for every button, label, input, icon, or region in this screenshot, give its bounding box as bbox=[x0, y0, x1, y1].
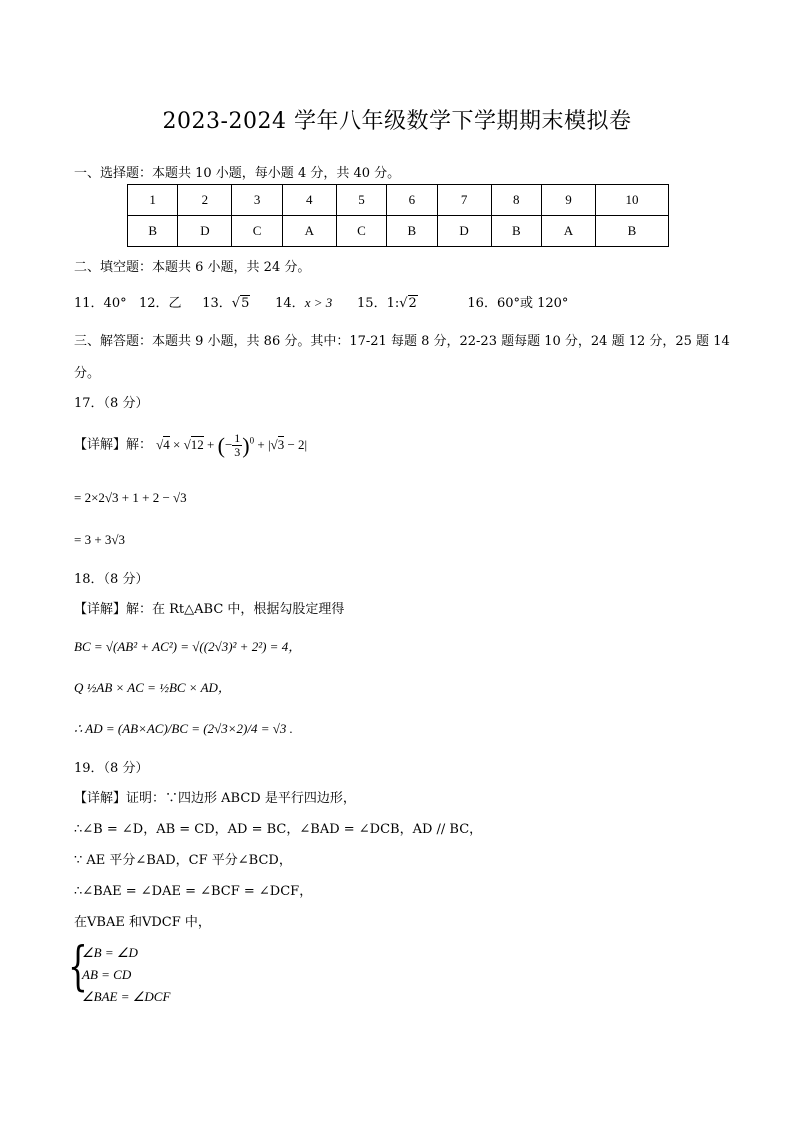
cell-answer: B bbox=[491, 216, 541, 247]
system-eq1: ∠B = ∠D bbox=[82, 945, 138, 960]
fill-answers bbox=[74, 292, 568, 311]
q17-detail-line bbox=[74, 432, 307, 459]
section2-heading: 二、填空题：本题共 6 小题，共 24 分。 bbox=[74, 260, 311, 275]
answer-14-expr: x > 3 bbox=[304, 295, 333, 310]
q18-detail: 【详解】解：在 Rt△ABC 中，根据勾股定理得 bbox=[74, 602, 345, 617]
sqrt-5: √5 bbox=[231, 296, 250, 311]
system-eq3: ∠BAE = ∠DCF bbox=[82, 989, 171, 1004]
q17-step1: = 2×2√3 + 1 + 2 − √3 bbox=[74, 490, 187, 505]
system-brace: { bbox=[68, 937, 88, 997]
q17-label: 17．（8 分） bbox=[74, 396, 149, 411]
sqrt-2: √2 bbox=[399, 296, 417, 311]
cell-number: 10 bbox=[596, 185, 669, 216]
cell-number: 4 bbox=[282, 185, 336, 216]
q18-q-line: Q ½AB × AC = ½BC × AD， bbox=[74, 680, 231, 695]
cell-answer: B bbox=[596, 216, 669, 247]
cell-answer: A bbox=[282, 216, 336, 247]
answer-12: 12．乙 bbox=[139, 296, 182, 311]
q17-detail: 【详解】解： bbox=[74, 437, 153, 453]
page-title: 2023-2024 学年八年级数学下学期期末模拟卷 bbox=[162, 109, 632, 134]
cell-number: 5 bbox=[336, 185, 386, 216]
answer-14-label: 14． bbox=[275, 296, 305, 311]
section3-heading-line1: 三、解答题：本题共 9 小题，共 86 分。其中：17-21 每题 8 分，22-23 题每题 10 分，24 题 12 分，25 题 14 bbox=[74, 334, 730, 349]
q19-line1: ∴∠B = ∠D，AB = CD，AD = BC，∠BAD = ∠DCB，AD // BC， bbox=[74, 822, 483, 837]
cell-number: 8 bbox=[491, 185, 541, 216]
cell-number: 9 bbox=[541, 185, 595, 216]
cell-number: 1 bbox=[128, 185, 178, 216]
answer-16: 16．60°或 120° bbox=[467, 296, 569, 311]
answer-11: 11．40° bbox=[74, 296, 127, 311]
section3-heading-line2: 分。 bbox=[74, 366, 101, 381]
cell-answer: B bbox=[128, 216, 178, 247]
table-row-answers bbox=[128, 216, 669, 247]
q19-line4: 在VBAE 和VDCF 中， bbox=[74, 915, 211, 930]
answer-13-label: 13． bbox=[202, 296, 232, 311]
cell-number: 7 bbox=[437, 185, 491, 216]
cell-answer: C bbox=[336, 216, 386, 247]
q18-bc-line: BC = √(AB² + AC²) = √((2√3)² + 2²) = 4， bbox=[74, 639, 302, 654]
answer-15-label: 15．1: bbox=[357, 296, 400, 311]
q18-ad-line: ∴ AD = (AB×AC)/BC = (2√3×2)/4 = √3 . bbox=[74, 721, 293, 736]
cell-number: 2 bbox=[178, 185, 232, 216]
q19-line3: ∴∠BAE = ∠DAE = ∠BCF = ∠DCF， bbox=[74, 884, 313, 899]
cell-number: 3 bbox=[232, 185, 282, 216]
table-row-numbers bbox=[128, 185, 669, 216]
system-eq2: AB = CD bbox=[82, 967, 132, 982]
q17-expression: √4 × √12 + (− $\frac{1}{3}$ )$^0$ + |√3 − 2| bbox=[156, 431, 308, 460]
cell-answer: A bbox=[541, 216, 595, 247]
cell-number: 6 bbox=[387, 185, 437, 216]
q19-line2: ∵ AE 平分∠BAD，CF 平分∠BCD， bbox=[74, 853, 292, 868]
cell-answer: D bbox=[178, 216, 232, 247]
cell-answer: B bbox=[387, 216, 437, 247]
answer-table bbox=[127, 184, 669, 247]
q17-step2: = 3 + 3√3 bbox=[74, 532, 126, 547]
q19-detail: 【详解】证明：∵四边形 ABCD 是平行四边形， bbox=[74, 791, 356, 806]
cell-answer: C bbox=[232, 216, 282, 247]
q18-label: 18．（8 分） bbox=[74, 572, 149, 587]
cell-answer: D bbox=[437, 216, 491, 247]
section1-heading: 一、选择题：本题共 10 小题，每小题 4 分，共 40 分。 bbox=[74, 166, 401, 181]
q19-label: 19．（8 分） bbox=[74, 761, 149, 776]
